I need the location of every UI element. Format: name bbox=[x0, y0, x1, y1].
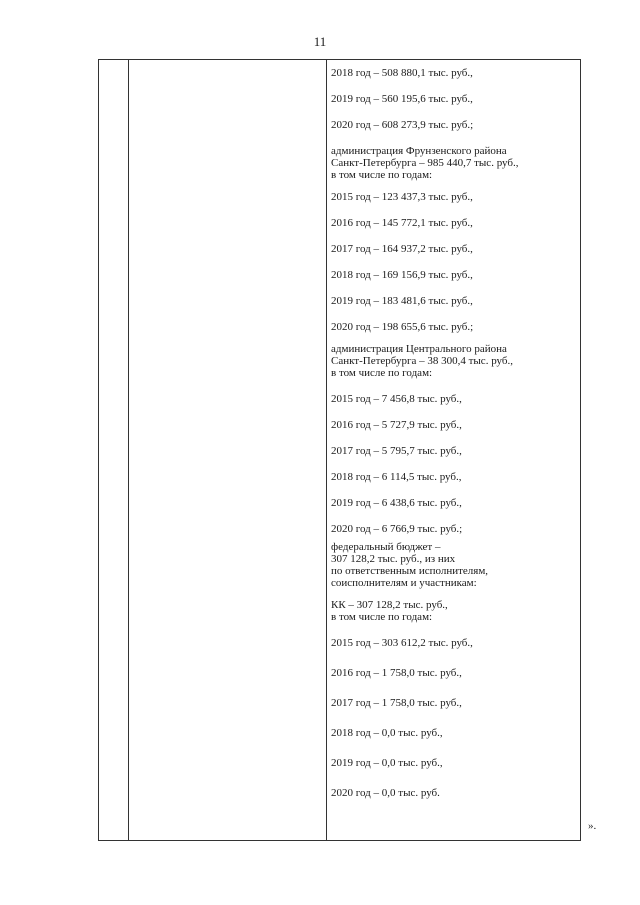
budget-table bbox=[98, 59, 581, 841]
budget-entry-line: 2018 год – 6 114,5 тыс. руб., bbox=[331, 471, 462, 483]
budget-entry bbox=[331, 497, 576, 509]
column-divider-1 bbox=[128, 60, 129, 840]
closing-quote-mark: ». bbox=[588, 820, 597, 832]
budget-entry-line: 2015 год – 7 456,8 тыс. руб., bbox=[331, 393, 462, 405]
budget-entry-line: администрация Центрального района bbox=[331, 343, 507, 355]
budget-entry-line: 2019 год – 560 195,6 тыс. руб., bbox=[331, 93, 473, 105]
budget-entry bbox=[331, 145, 576, 181]
budget-entry-line: в том числе по годам: bbox=[331, 367, 433, 379]
budget-entry-line: в том числе по годам: bbox=[331, 611, 433, 623]
budget-entry bbox=[331, 727, 576, 739]
budget-entry bbox=[331, 523, 576, 535]
budget-entry bbox=[331, 445, 576, 457]
budget-entry bbox=[331, 637, 576, 649]
budget-entry-line: 2017 год – 1 758,0 тыс. руб., bbox=[331, 697, 462, 709]
budget-entry bbox=[331, 393, 576, 405]
budget-entry-line: 2020 год – 6 766,9 тыс. руб.; bbox=[331, 523, 463, 535]
column-divider-2 bbox=[326, 60, 327, 840]
budget-entry-line: 2019 год – 0,0 тыс. руб., bbox=[331, 757, 443, 769]
budget-entry bbox=[331, 667, 576, 679]
budget-entry-line: администрация Фрунзенского района bbox=[331, 145, 507, 157]
budget-entry-line: 2018 год – 508 880,1 тыс. руб., bbox=[331, 67, 473, 79]
budget-entry bbox=[331, 295, 576, 307]
budget-entry-line: 2015 год – 123 437,3 тыс. руб., bbox=[331, 191, 473, 203]
budget-entry bbox=[331, 217, 576, 229]
budget-entry bbox=[331, 243, 576, 255]
budget-entry-line: 2016 год – 1 758,0 тыс. руб., bbox=[331, 667, 462, 679]
budget-entry bbox=[331, 119, 576, 131]
budget-entry-line: 307 128,2 тыс. руб., из них bbox=[331, 553, 456, 565]
budget-entry-line: 2016 год – 145 772,1 тыс. руб., bbox=[331, 217, 473, 229]
budget-entry-line: 2018 год – 0,0 тыс. руб., bbox=[331, 727, 443, 739]
budget-entry-line: соисполнителям и участникам: bbox=[331, 577, 477, 589]
budget-entry bbox=[331, 599, 576, 623]
budget-entry-line: 2019 год – 6 438,6 тыс. руб., bbox=[331, 497, 462, 509]
budget-entry bbox=[331, 93, 576, 105]
budget-entry-line: по ответственным исполнителям, bbox=[331, 565, 489, 577]
budget-entry-line: Санкт-Петербурга – 985 440,7 тыс. руб., bbox=[331, 157, 519, 169]
budget-entry bbox=[331, 471, 576, 483]
budget-entry bbox=[331, 419, 576, 431]
budget-entry bbox=[331, 191, 576, 203]
budget-entry bbox=[331, 269, 576, 281]
budget-entry-line: 2020 год – 198 655,6 тыс. руб.; bbox=[331, 321, 474, 333]
budget-entry-line: 2015 год – 303 612,2 тыс. руб., bbox=[331, 637, 473, 649]
budget-entry bbox=[331, 757, 576, 769]
budget-entry bbox=[331, 787, 576, 799]
budget-entry-line: 2020 год – 0,0 тыс. руб. bbox=[331, 787, 440, 799]
budget-entry-line: 2018 год – 169 156,9 тыс. руб., bbox=[331, 269, 473, 281]
page-number: 11 bbox=[313, 34, 327, 49]
budget-entry-line: Санкт-Петербурга – 38 300,4 тыс. руб., bbox=[331, 355, 513, 367]
budget-entry-line: в том числе по годам: bbox=[331, 169, 433, 181]
budget-entry-line: 2017 год – 5 795,7 тыс. руб., bbox=[331, 445, 462, 457]
budget-entry bbox=[331, 343, 576, 379]
budget-entry-line: 2016 год – 5 727,9 тыс. руб., bbox=[331, 419, 462, 431]
budget-entry bbox=[331, 67, 576, 79]
budget-entry bbox=[331, 541, 576, 589]
budget-cell bbox=[331, 67, 576, 799]
budget-entry bbox=[331, 697, 576, 709]
budget-entry-line: 2020 год – 608 273,9 тыс. руб.; bbox=[331, 119, 474, 131]
budget-entry-line: 2019 год – 183 481,6 тыс. руб., bbox=[331, 295, 473, 307]
budget-entry bbox=[331, 321, 576, 333]
budget-entry-line: КК – 307 128,2 тыс. руб., bbox=[331, 599, 448, 611]
budget-entry-line: федеральный бюджет – bbox=[331, 541, 441, 553]
budget-entry-line: 2017 год – 164 937,2 тыс. руб., bbox=[331, 243, 473, 255]
